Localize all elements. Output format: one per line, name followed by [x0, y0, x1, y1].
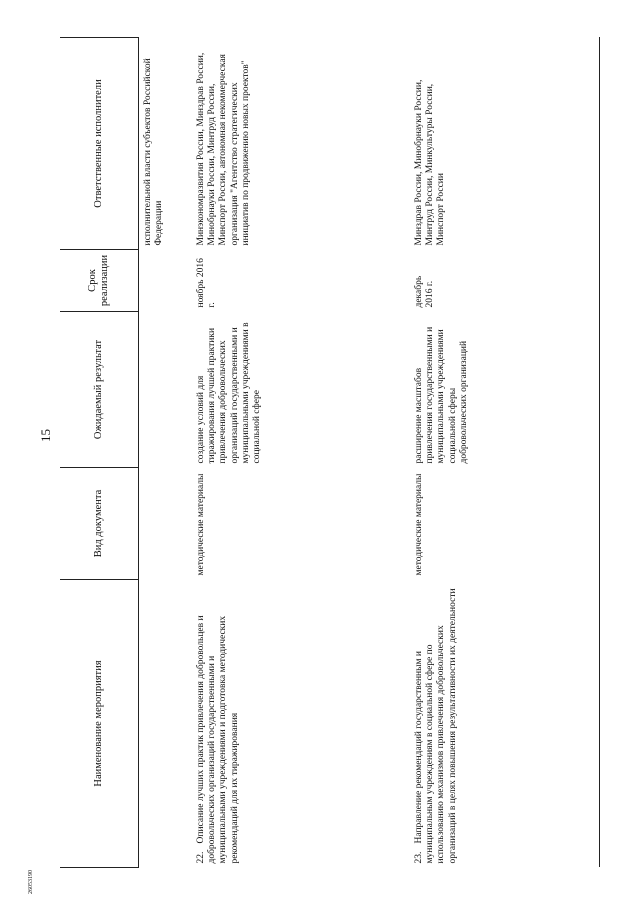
table-header-row	[60, 38, 138, 868]
row-23-name-cell	[410, 580, 600, 868]
row-22-name-cell	[192, 580, 410, 868]
row-number: 22.	[196, 851, 206, 864]
document-code: 26053190	[28, 870, 34, 894]
measures-table	[60, 37, 600, 868]
header-deadline: Срок реализации	[60, 250, 138, 312]
measures-table-container	[60, 38, 600, 868]
row-deadline: декабрь 2016 г.	[410, 250, 600, 312]
row-result: создание условий для тиражирования лучшей практики привлечения добровольческих организаций государственными и муниципальными учреждениями в социальной сфере	[196, 322, 263, 464]
table-row	[410, 38, 600, 868]
cell-empty	[138, 468, 192, 580]
table-row	[192, 38, 410, 868]
cell-empty	[138, 250, 192, 312]
header-responsible: Ответственные исполнители	[60, 38, 138, 250]
page-number: 15	[38, 429, 53, 442]
row-deadline: ноябрь 2016 г.	[196, 258, 218, 308]
row-name: Направление рекомендаций государственным и муниципальным учреждениям в социальной сфере по использованию механизмов привлечения добровольческих организаций в целях повышения результативности их деятельности	[414, 588, 458, 864]
continuation-row	[138, 38, 192, 868]
row-name: Описание лучших практик привлечения добровольцев и добровольческих организаций государственными и муниципальными учреждениями и подготовка методических рекомендаций для их тиражирования	[196, 615, 240, 864]
cell-empty	[138, 580, 192, 868]
row-responsible: Минэкономразвития России, Минздрав России, Минобрнауки России, Минтруд России, Минспорт России, автономная некоммерческая организация "Агентство стратегических инициатив по продвижению новых проектов"	[196, 52, 251, 246]
header-name: Наименование мероприятия	[60, 580, 138, 868]
row-result: расширение масштабов привлечения государственными и муниципальными учреждениями социальной сферы добровольческих организаций	[410, 312, 600, 468]
row-responsible: Минздрав России, Минобрнауки России, Минтруд России, Минкультуры России, Минспорт России	[410, 38, 600, 250]
cell-empty	[138, 312, 192, 468]
row-doc-type: методические материалы	[196, 473, 206, 576]
row-doc-type: методические материалы	[410, 468, 600, 580]
header-doc-type: Вид документа	[60, 468, 138, 580]
row-number: 23.	[414, 851, 424, 864]
header-result: Ожидаемый результат	[60, 312, 138, 468]
continuation-responsible: исполнительной власти субъектов Российской Федерации	[142, 58, 164, 246]
